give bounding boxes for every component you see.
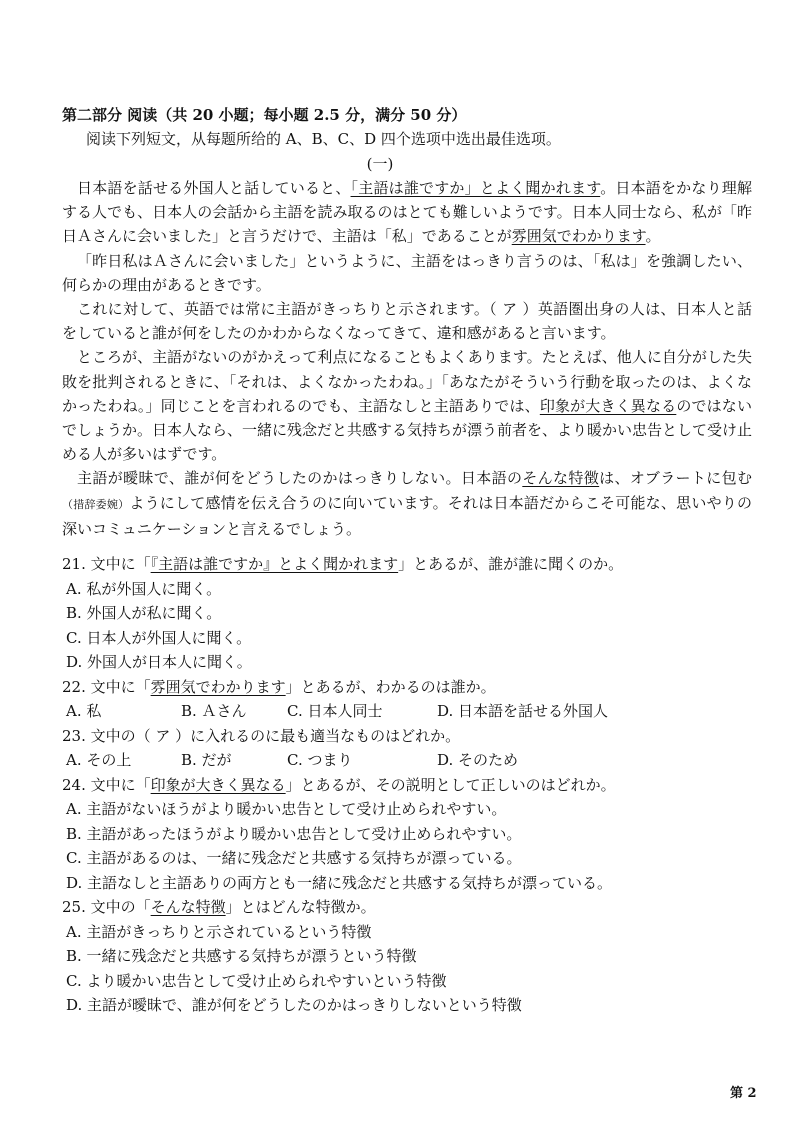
reading-passage (62, 176, 752, 541)
section-instruction: 阅读下列短文，从每题所给的 A、B、C、D 四个选项中选出最佳选项。 (86, 130, 561, 148)
paragraph-text: ようにして感情を伝え合うのに向いています。それは日本語だからこそ可能な、思いやりの深いコミュニケーションと言えるでしょう。 (62, 493, 753, 538)
paragraph-text: ところが、主語がないのがかえって利点になることもよくあります。たとえば、他人に自分がした失敗を批判されるときに、「それは、よくなかったわね。」「あなたがそういう行動を取ったのは、よくなかったわね。」同じことを言われるのでも、主語なしと主語ありでは、 (62, 348, 752, 415)
question-text: 24. 文中に「 (62, 775, 151, 794)
question-underlined-text: 『主語は誰ですか』とよく聞かれます (150, 555, 399, 573)
question-text: 21. 文中に「 (62, 555, 151, 573)
q22-options (62, 699, 752, 724)
q23-option-d[interactable]: D. そのため (437, 751, 519, 769)
underlined-phrase-q22: 雰囲気でわかります (511, 227, 646, 246)
passage-paragraph-3: これに対して、英語では常に主語がきっちりと示されます。（ ア ）英語圏出身の人は、日本人と話をしていると誰が何をしたのかわからなくなってきて、違和感があると言います。 (62, 300, 752, 343)
question-text: 」とはどんな特徴か。 (225, 898, 376, 916)
question-underlined-text: そんな特徴 (150, 898, 226, 916)
question-text: 25. 文中の「 (62, 898, 151, 916)
q24-option-a[interactable]: A. 主語がないほうがより暖かい忠告として受け止められやすい。 (66, 800, 507, 818)
passage-paragraph-4 (62, 345, 752, 466)
q25-option-d[interactable]: D. 主語が曖昧で、誰が何をどうしたのかはっきりしないという特徴 (66, 996, 522, 1014)
question-underlined-text: 印象が大きく異なる (150, 775, 286, 794)
q22-option-d[interactable]: D. 日本語を話せる外国人 (437, 702, 609, 720)
question-text: 22. 文中に「 (62, 677, 151, 696)
paragraph-text: 。日本語をかなり理解する人でも、日本人の会話から主語を読み取るのはとても難しいようです。日本人同士なら、私が「昨日Ａさんに会いました」と言うだけで、主語は「私」であることが (62, 179, 752, 246)
q24-option-d[interactable]: D. 主語なしと主語ありの両方とも一緒に残念だと共感する気持ちが漂っている。 (66, 873, 613, 892)
passage-number: (一) (366, 155, 394, 173)
q23-option-a[interactable]: A. その上 (66, 751, 132, 769)
question-22 (62, 675, 752, 700)
question-list (62, 552, 752, 1018)
section-title: 第二部分 阅读（共 20 小题；每小题 2.5 分，满分 50 分） (62, 106, 467, 124)
question-23: 23. 文中の（ ア ）に入れるのに最も適当なものはどれか。 (62, 726, 461, 745)
question-25 (62, 895, 752, 920)
paragraph-text: 日本語を話せる外国人と話していると、 (77, 179, 351, 197)
q23-option-b[interactable]: B. だが (181, 751, 232, 769)
question-text: 」とあるが、その説明として正しいのはどれか。 (285, 775, 616, 794)
q25-option-b[interactable]: B. 一緒に残念だと共感する気持ちが漂うという特徴 (66, 947, 417, 965)
q22-option-a[interactable]: A. 私 (66, 702, 102, 720)
underlined-phrase-q25: そんな特徴 (522, 469, 600, 488)
underlined-phrase-q24: 印象が大きく異なる (539, 396, 677, 415)
underlined-phrase-q21: 「主語は誰ですか」とよく聞かれます (350, 179, 601, 197)
q25-option-c[interactable]: C. より暖かい忠告として受け止められやすいという特徴 (66, 971, 447, 990)
q21-option-c[interactable]: C. 日本人が外国人に聞く。 (66, 628, 252, 647)
question-21 (62, 552, 752, 577)
passage-paragraph-5 (62, 466, 752, 541)
question-underlined-text: 雰囲気でわかります (150, 677, 286, 696)
q21-option-b[interactable]: B. 外国人が私に聞く。 (66, 604, 222, 622)
paragraph-text: 主語が曖昧で、誰が何をどうしたのかはっきりしない。日本語の (77, 469, 523, 488)
q22-option-c[interactable]: C. 日本人同士 (287, 702, 383, 720)
q24-option-c[interactable]: C. 主語があるのは、一緒に残念だと共感する気持ちが漂っている。 (66, 849, 522, 867)
question-24 (62, 773, 752, 798)
paragraph-text: は、オブラートに包む (599, 469, 752, 488)
q23-option-c[interactable]: C. つまり (287, 751, 353, 769)
passage-paragraph-1 (62, 176, 752, 249)
q23-options (62, 748, 752, 773)
passage-paragraph-2: 「昨日私はＡさんに会いました」というように、主語をはっきり言うのは、「私は」を強調したい、何らかの理由があるときです。 (62, 251, 752, 294)
paragraph-text: のではないでしょうか。日本人なら、一緒に残念だと共感する気持ちが漂う前者を、より暖かい忠告として受け止める人が多いはずです。 (62, 396, 753, 464)
page-number: 第 2 (730, 1086, 757, 1101)
chinese-gloss-note: （措辞委婉） (62, 497, 130, 511)
question-text: 」とあるが、誰が誰に聞くのか。 (398, 555, 624, 573)
q21-option-a[interactable]: A. 私が外国人に聞く。 (66, 579, 222, 598)
paragraph-text: 。 (645, 227, 661, 246)
q22-option-b[interactable]: B. Ａさん (181, 702, 247, 720)
q24-option-b[interactable]: B. 主語があったほうがより暖かい忠告として受け止められやすい。 (66, 824, 522, 843)
q21-option-d[interactable]: D. 外国人が日本人に聞く。 (66, 653, 252, 671)
question-text: 」とあるが、わかるのは誰か。 (285, 677, 496, 696)
q25-option-a[interactable]: A. 主語がきっちりと示されているという特徴 (66, 922, 372, 941)
